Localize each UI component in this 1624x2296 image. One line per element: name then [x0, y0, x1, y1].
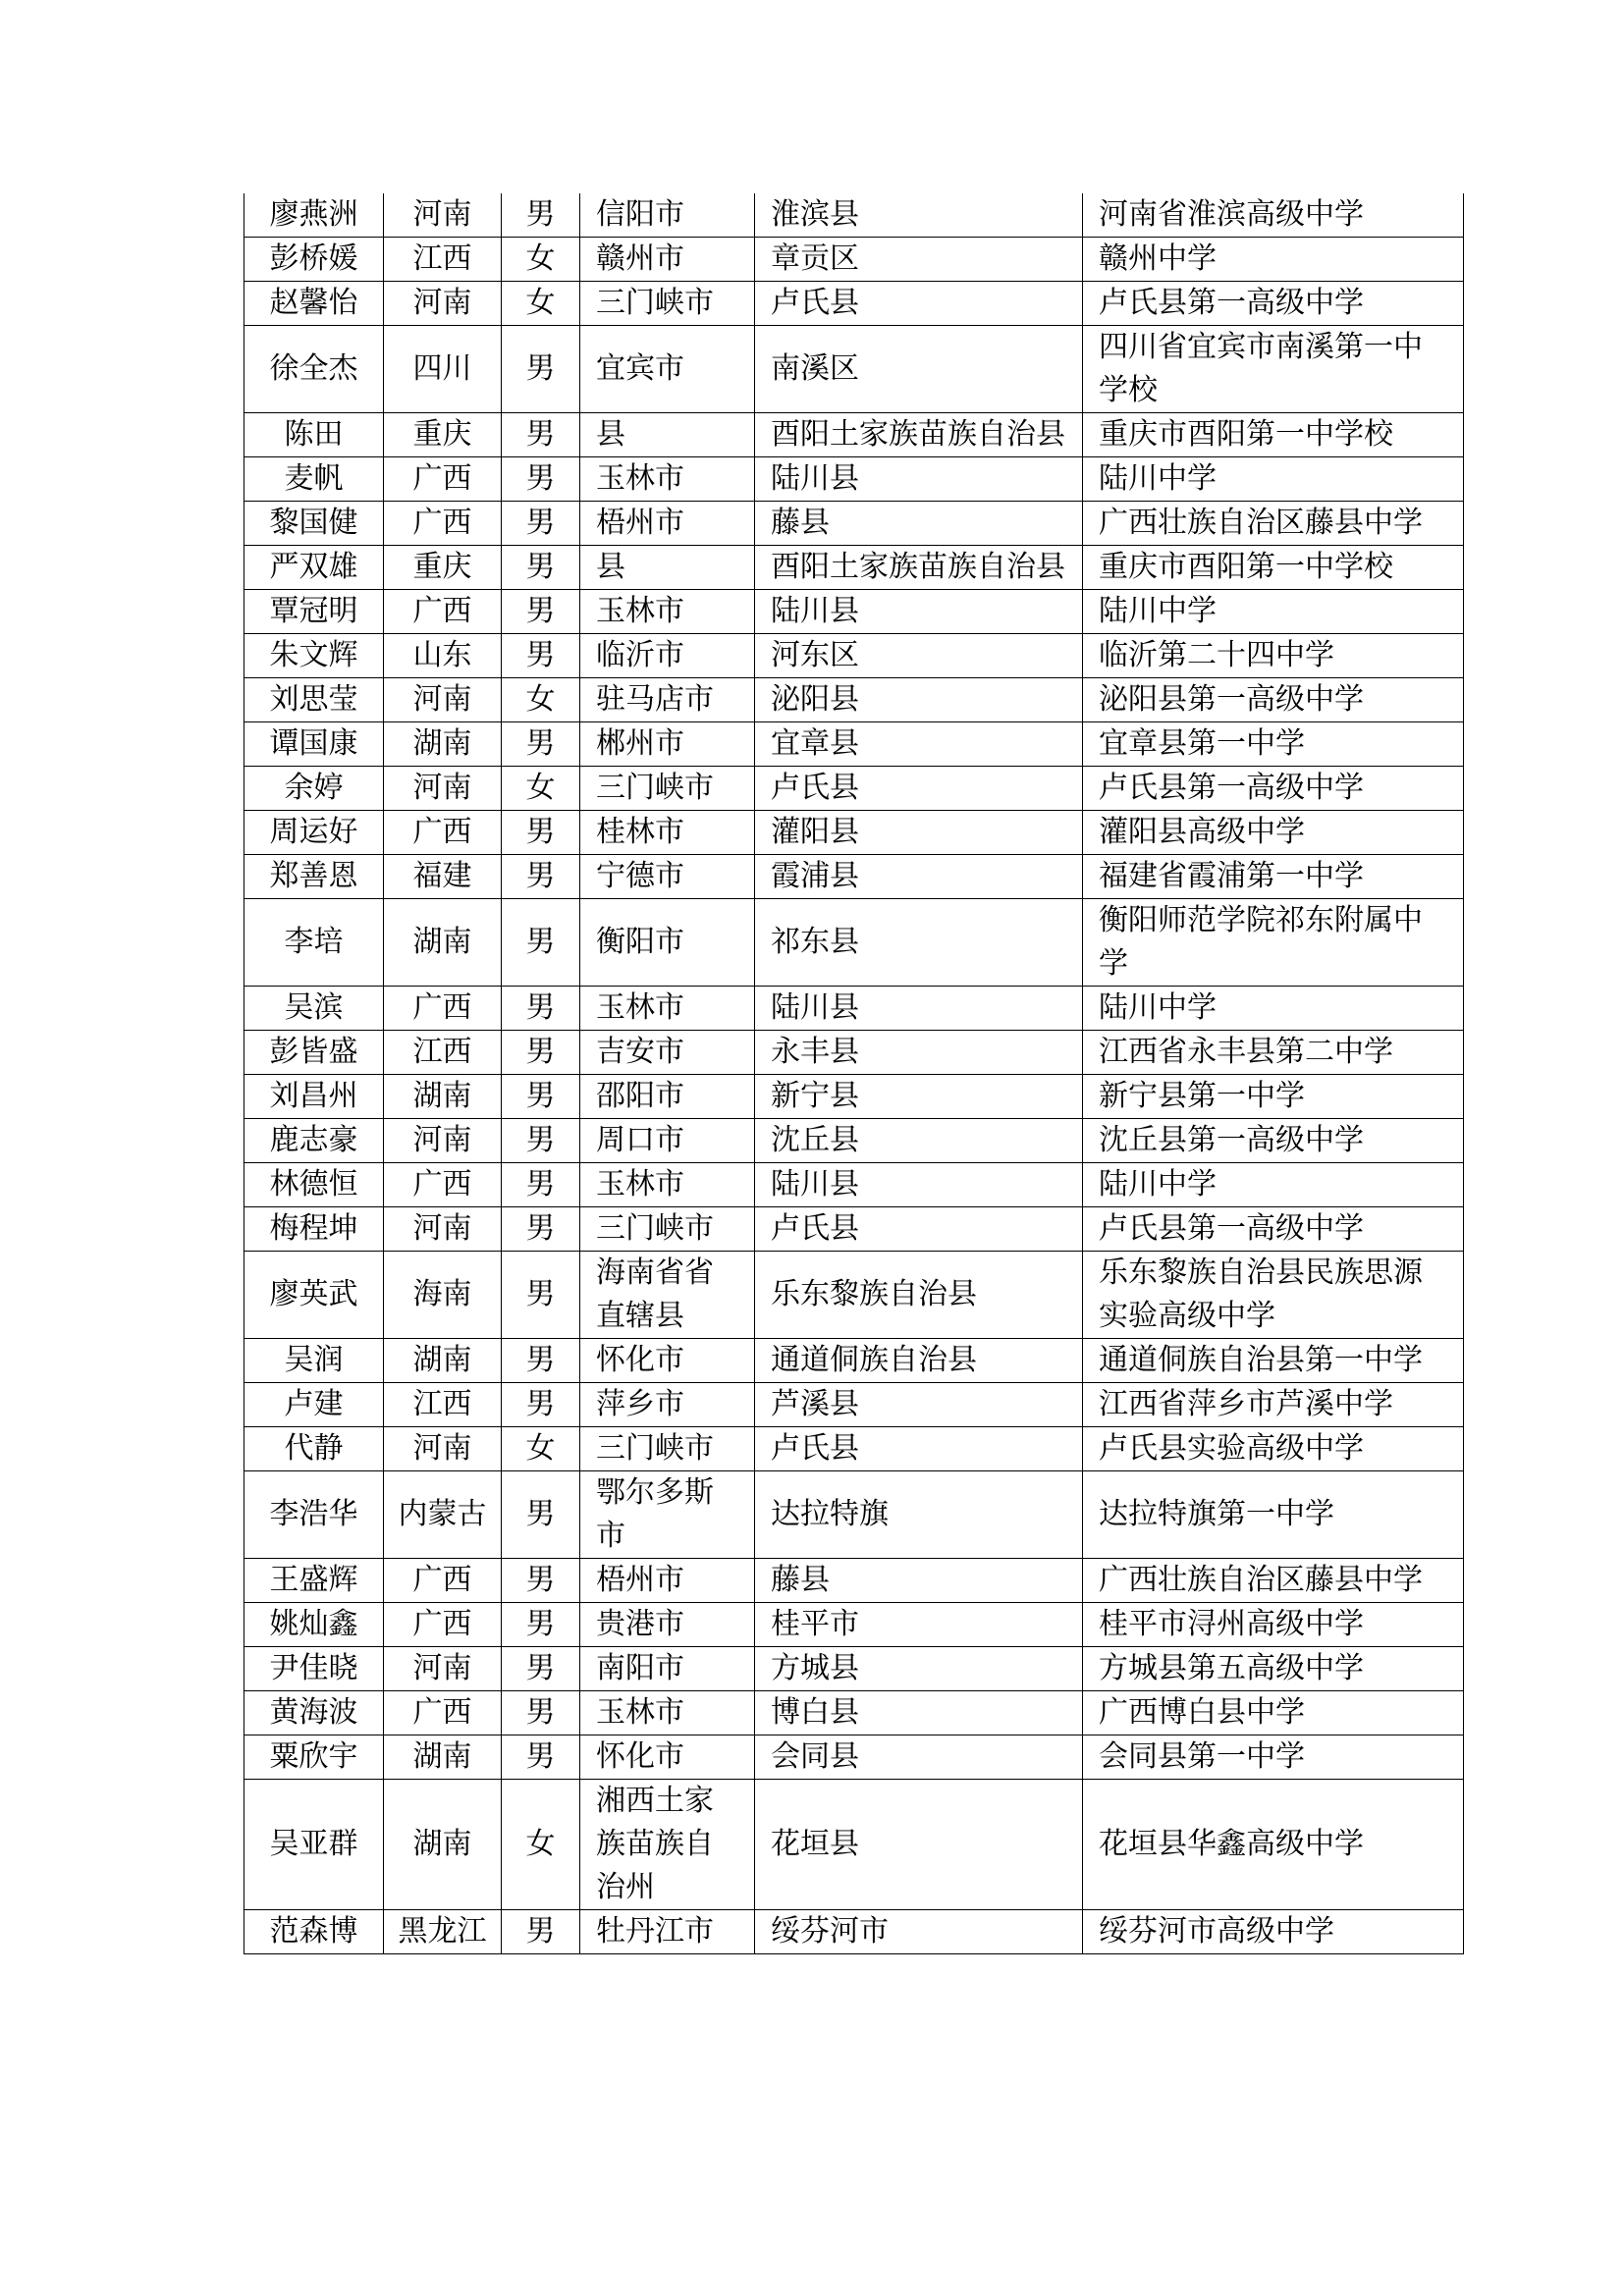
student-name-cell: 廖英武: [244, 1252, 384, 1339]
school-cell: 陆川中学: [1083, 1163, 1464, 1207]
table-row: [244, 193, 1464, 238]
district-cell: 永丰县: [755, 1031, 1083, 1075]
school-cell: 卢氏县实验高级中学: [1083, 1427, 1464, 1471]
province-cell: 广西: [384, 987, 502, 1031]
school-cell: 四川省宜宾市南溪第一中学校: [1083, 326, 1464, 413]
district-cell: 南溪区: [755, 326, 1083, 413]
city-cell: 信阳市: [580, 193, 755, 238]
table-row: [244, 634, 1464, 678]
school-cell: 宜章县第一中学: [1083, 722, 1464, 767]
district-cell: 宜章县: [755, 722, 1083, 767]
gender-cell: 男: [502, 1207, 580, 1252]
student-name-cell: 徐全杰: [244, 326, 384, 413]
school-cell: 泌阳县第一高级中学: [1083, 678, 1464, 722]
school-cell: 卢氏县第一高级中学: [1083, 767, 1464, 811]
table-row: [244, 1603, 1464, 1647]
city-cell: 鄂尔多斯市: [580, 1471, 755, 1559]
student-name-cell: 姚灿鑫: [244, 1603, 384, 1647]
table-row: [244, 1780, 1464, 1910]
gender-cell: 男: [502, 987, 580, 1031]
table-row: [244, 1383, 1464, 1427]
province-cell: 江西: [384, 238, 502, 282]
table-row: [244, 1427, 1464, 1471]
gender-cell: 男: [502, 899, 580, 987]
district-cell: 乐东黎族自治县: [755, 1252, 1083, 1339]
city-cell: 怀化市: [580, 1735, 755, 1780]
district-cell: 河东区: [755, 634, 1083, 678]
district-cell: 通道侗族自治县: [755, 1339, 1083, 1383]
city-cell: 梧州市: [580, 502, 755, 546]
city-cell: 周口市: [580, 1119, 755, 1163]
gender-cell: 男: [502, 457, 580, 502]
province-cell: 江西: [384, 1031, 502, 1075]
school-cell: 福建省霞浦第一中学: [1083, 855, 1464, 899]
district-cell: 沈丘县: [755, 1119, 1083, 1163]
gender-cell: 男: [502, 1031, 580, 1075]
province-cell: 河南: [384, 193, 502, 238]
province-cell: 内蒙古: [384, 1471, 502, 1559]
province-cell: 湖南: [384, 899, 502, 987]
school-cell: 达拉特旗第一中学: [1083, 1471, 1464, 1559]
district-cell: 陆川县: [755, 1163, 1083, 1207]
province-cell: 四川: [384, 326, 502, 413]
district-cell: 陆川县: [755, 590, 1083, 634]
table-row: [244, 1252, 1464, 1339]
gender-cell: 男: [502, 413, 580, 457]
student-name-cell: 黎国健: [244, 502, 384, 546]
table-row: [244, 590, 1464, 634]
province-cell: 河南: [384, 1207, 502, 1252]
table-row: [244, 987, 1464, 1031]
gender-cell: 男: [502, 590, 580, 634]
student-name-cell: 严双雄: [244, 546, 384, 590]
student-name-cell: 王盛辉: [244, 1559, 384, 1603]
table-row: [244, 326, 1464, 413]
student-name-cell: 吴滨: [244, 987, 384, 1031]
province-cell: 湖南: [384, 1735, 502, 1780]
province-cell: 江西: [384, 1383, 502, 1427]
city-cell: 三门峡市: [580, 1427, 755, 1471]
gender-cell: 男: [502, 1603, 580, 1647]
table-row: [244, 1691, 1464, 1735]
table-row: [244, 1735, 1464, 1780]
province-cell: 河南: [384, 282, 502, 326]
district-cell: 卢氏县: [755, 282, 1083, 326]
student-name-cell: 赵馨怡: [244, 282, 384, 326]
city-cell: 玉林市: [580, 1691, 755, 1735]
district-cell: 祁东县: [755, 899, 1083, 987]
school-cell: 河南省淮滨高级中学: [1083, 193, 1464, 238]
city-cell: 衡阳市: [580, 899, 755, 987]
student-table-body: [244, 193, 1464, 1954]
district-cell: 绥芬河市: [755, 1910, 1083, 1954]
province-cell: 福建: [384, 855, 502, 899]
student-name-cell: 刘昌州: [244, 1075, 384, 1119]
gender-cell: 女: [502, 678, 580, 722]
province-cell: 河南: [384, 1647, 502, 1691]
table-row: [244, 238, 1464, 282]
province-cell: 广西: [384, 1163, 502, 1207]
city-cell: 桂林市: [580, 811, 755, 855]
table-row: [244, 899, 1464, 987]
student-table: [244, 193, 1464, 1954]
city-cell: 宁德市: [580, 855, 755, 899]
province-cell: 河南: [384, 678, 502, 722]
city-cell: 县: [580, 413, 755, 457]
student-name-cell: 鹿志豪: [244, 1119, 384, 1163]
district-cell: 陆川县: [755, 457, 1083, 502]
district-cell: 陆川县: [755, 987, 1083, 1031]
province-cell: 湖南: [384, 1780, 502, 1910]
student-name-cell: 粟欣宇: [244, 1735, 384, 1780]
district-cell: 新宁县: [755, 1075, 1083, 1119]
table-row: [244, 413, 1464, 457]
school-cell: 江西省永丰县第二中学: [1083, 1031, 1464, 1075]
gender-cell: 男: [502, 722, 580, 767]
student-name-cell: 陈田: [244, 413, 384, 457]
district-cell: 花垣县: [755, 1780, 1083, 1910]
school-cell: 绥芬河市高级中学: [1083, 1910, 1464, 1954]
district-cell: 芦溪县: [755, 1383, 1083, 1427]
table-row: [244, 1647, 1464, 1691]
school-cell: 方城县第五高级中学: [1083, 1647, 1464, 1691]
gender-cell: 女: [502, 1780, 580, 1910]
province-cell: 广西: [384, 590, 502, 634]
province-cell: 湖南: [384, 722, 502, 767]
district-cell: 霞浦县: [755, 855, 1083, 899]
school-cell: 通道侗族自治县第一中学: [1083, 1339, 1464, 1383]
table-row: [244, 1207, 1464, 1252]
province-cell: 湖南: [384, 1339, 502, 1383]
district-cell: 酉阳土家族苗族自治县: [755, 546, 1083, 590]
student-name-cell: 卢建: [244, 1383, 384, 1427]
student-name-cell: 尹佳晓: [244, 1647, 384, 1691]
school-cell: 重庆市酉阳第一中学校: [1083, 546, 1464, 590]
gender-cell: 女: [502, 1427, 580, 1471]
school-cell: 卢氏县第一高级中学: [1083, 282, 1464, 326]
district-cell: 章贡区: [755, 238, 1083, 282]
province-cell: 广西: [384, 457, 502, 502]
city-cell: 临沂市: [580, 634, 755, 678]
city-cell: 梧州市: [580, 1559, 755, 1603]
gender-cell: 女: [502, 238, 580, 282]
school-cell: 乐东黎族自治县民族思源实验高级中学: [1083, 1252, 1464, 1339]
student-name-cell: 梅程坤: [244, 1207, 384, 1252]
gender-cell: 女: [502, 282, 580, 326]
gender-cell: 男: [502, 546, 580, 590]
gender-cell: 男: [502, 1075, 580, 1119]
school-cell: 卢氏县第一高级中学: [1083, 1207, 1464, 1252]
city-cell: 三门峡市: [580, 767, 755, 811]
gender-cell: 男: [502, 1559, 580, 1603]
province-cell: 重庆: [384, 413, 502, 457]
student-name-cell: 吴亚群: [244, 1780, 384, 1910]
school-cell: 临沂第二十四中学: [1083, 634, 1464, 678]
province-cell: 广西: [384, 1603, 502, 1647]
city-cell: 贵港市: [580, 1603, 755, 1647]
district-cell: 泌阳县: [755, 678, 1083, 722]
province-cell: 广西: [384, 1691, 502, 1735]
province-cell: 重庆: [384, 546, 502, 590]
table-row: [244, 1031, 1464, 1075]
student-name-cell: 彭皆盛: [244, 1031, 384, 1075]
district-cell: 会同县: [755, 1735, 1083, 1780]
table-row: [244, 1910, 1464, 1954]
gender-cell: 男: [502, 1119, 580, 1163]
student-name-cell: 李浩华: [244, 1471, 384, 1559]
district-cell: 达拉特旗: [755, 1471, 1083, 1559]
student-name-cell: 代静: [244, 1427, 384, 1471]
city-cell: 县: [580, 546, 755, 590]
student-name-cell: 吴润: [244, 1339, 384, 1383]
gender-cell: 男: [502, 811, 580, 855]
province-cell: 湖南: [384, 1075, 502, 1119]
gender-cell: 男: [502, 1647, 580, 1691]
province-cell: 河南: [384, 767, 502, 811]
school-cell: 陆川中学: [1083, 457, 1464, 502]
table-row: [244, 457, 1464, 502]
table-row: [244, 1559, 1464, 1603]
student-name-cell: 余婷: [244, 767, 384, 811]
gender-cell: 男: [502, 1383, 580, 1427]
student-name-cell: 彭桥媛: [244, 238, 384, 282]
table-row: [244, 282, 1464, 326]
district-cell: 博白县: [755, 1691, 1083, 1735]
school-cell: 江西省萍乡市芦溪中学: [1083, 1383, 1464, 1427]
school-cell: 广西壮族自治区藤县中学: [1083, 1559, 1464, 1603]
gender-cell: 男: [502, 1471, 580, 1559]
table-row: [244, 767, 1464, 811]
district-cell: 藤县: [755, 502, 1083, 546]
district-cell: 卢氏县: [755, 1207, 1083, 1252]
province-cell: 河南: [384, 1427, 502, 1471]
table-row: [244, 1119, 1464, 1163]
school-cell: 桂平市浔州高级中学: [1083, 1603, 1464, 1647]
district-cell: 淮滨县: [755, 193, 1083, 238]
gender-cell: 男: [502, 1910, 580, 1954]
student-name-cell: 李培: [244, 899, 384, 987]
school-cell: 会同县第一中学: [1083, 1735, 1464, 1780]
city-cell: 海南省省直辖县: [580, 1252, 755, 1339]
district-cell: 灌阳县: [755, 811, 1083, 855]
student-name-cell: 范森博: [244, 1910, 384, 1954]
gender-cell: 男: [502, 1252, 580, 1339]
gender-cell: 男: [502, 1735, 580, 1780]
province-cell: 山东: [384, 634, 502, 678]
gender-cell: 男: [502, 855, 580, 899]
table-row: [244, 502, 1464, 546]
student-name-cell: 刘思莹: [244, 678, 384, 722]
city-cell: 萍乡市: [580, 1383, 755, 1427]
city-cell: 三门峡市: [580, 1207, 755, 1252]
school-cell: 广西壮族自治区藤县中学: [1083, 502, 1464, 546]
city-cell: 湘西土家族苗族自治州: [580, 1780, 755, 1910]
city-cell: 牡丹江市: [580, 1910, 755, 1954]
gender-cell: 女: [502, 767, 580, 811]
student-name-cell: 郑善恩: [244, 855, 384, 899]
school-cell: 陆川中学: [1083, 987, 1464, 1031]
school-cell: 广西博白县中学: [1083, 1691, 1464, 1735]
table-row: [244, 546, 1464, 590]
city-cell: 玉林市: [580, 1163, 755, 1207]
city-cell: 玉林市: [580, 457, 755, 502]
table-row: [244, 678, 1464, 722]
school-cell: 花垣县华鑫高级中学: [1083, 1780, 1464, 1910]
school-cell: 衡阳师范学院祁东附属中学: [1083, 899, 1464, 987]
school-cell: 新宁县第一中学: [1083, 1075, 1464, 1119]
gender-cell: 男: [502, 502, 580, 546]
province-cell: 广西: [384, 1559, 502, 1603]
gender-cell: 男: [502, 634, 580, 678]
table-row: [244, 1339, 1464, 1383]
province-cell: 河南: [384, 1119, 502, 1163]
student-name-cell: 谭国康: [244, 722, 384, 767]
school-cell: 沈丘县第一高级中学: [1083, 1119, 1464, 1163]
gender-cell: 男: [502, 193, 580, 238]
gender-cell: 男: [502, 326, 580, 413]
province-cell: 广西: [384, 811, 502, 855]
student-name-cell: 林德恒: [244, 1163, 384, 1207]
gender-cell: 男: [502, 1691, 580, 1735]
city-cell: 南阳市: [580, 1647, 755, 1691]
province-cell: 黑龙江: [384, 1910, 502, 1954]
table-row: [244, 722, 1464, 767]
school-cell: 重庆市酉阳第一中学校: [1083, 413, 1464, 457]
student-name-cell: 覃冠明: [244, 590, 384, 634]
city-cell: 宜宾市: [580, 326, 755, 413]
gender-cell: 男: [502, 1339, 580, 1383]
district-cell: 方城县: [755, 1647, 1083, 1691]
student-name-cell: 麦帆: [244, 457, 384, 502]
city-cell: 玉林市: [580, 590, 755, 634]
student-name-cell: 朱文辉: [244, 634, 384, 678]
table-row: [244, 1075, 1464, 1119]
district-cell: 桂平市: [755, 1603, 1083, 1647]
gender-cell: 男: [502, 1163, 580, 1207]
table-row: [244, 1471, 1464, 1559]
student-name-cell: 廖燕洲: [244, 193, 384, 238]
table-row: [244, 855, 1464, 899]
city-cell: 三门峡市: [580, 282, 755, 326]
school-cell: 灌阳县高级中学: [1083, 811, 1464, 855]
city-cell: 吉安市: [580, 1031, 755, 1075]
city-cell: 怀化市: [580, 1339, 755, 1383]
district-cell: 卢氏县: [755, 1427, 1083, 1471]
table-row: [244, 1163, 1464, 1207]
province-cell: 海南: [384, 1252, 502, 1339]
student-name-cell: 周运好: [244, 811, 384, 855]
city-cell: 驻马店市: [580, 678, 755, 722]
school-cell: 陆川中学: [1083, 590, 1464, 634]
city-cell: 邵阳市: [580, 1075, 755, 1119]
student-name-cell: 黄海波: [244, 1691, 384, 1735]
school-cell: 赣州中学: [1083, 238, 1464, 282]
district-cell: 卢氏县: [755, 767, 1083, 811]
district-cell: 酉阳土家族苗族自治县: [755, 413, 1083, 457]
table-row: [244, 811, 1464, 855]
district-cell: 藤县: [755, 1559, 1083, 1603]
city-cell: 郴州市: [580, 722, 755, 767]
city-cell: 赣州市: [580, 238, 755, 282]
province-cell: 广西: [384, 502, 502, 546]
city-cell: 玉林市: [580, 987, 755, 1031]
